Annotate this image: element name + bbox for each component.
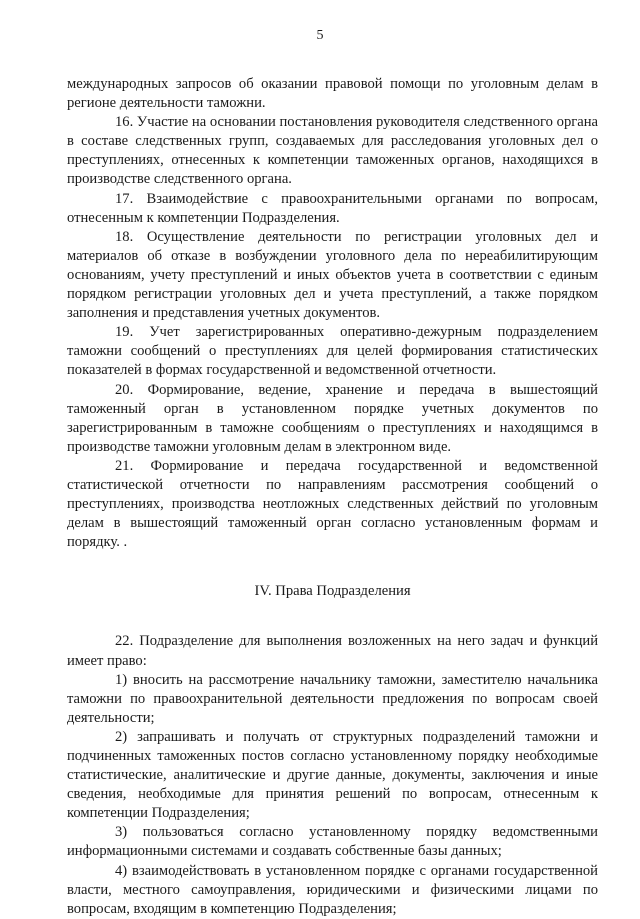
paragraph-21: 21. Формирование и передача государственной и ведомственной статистической отчетности по направлениям рассмотрения сообщений о преступлениях, производства неотложных следственных действий по уголовным делам в вышестоящий таможенный орган согласно установленным формам и порядку. .: [67, 457, 598, 551]
list-item-2: 2) запрашивать и получать от структурных подразделений таможни и подчиненных таможенных постов согласно установленному порядку необходимые статистические, аналитические и другие данные, документы, заключения и иные сведения, необходимые для принятия решений по вопросам, отнесенным к компетенции Подразделения;: [67, 728, 598, 822]
paragraph-17: 17. Взаимодействие с правоохранительными органами по вопросам, отнесенным к компетенции Подразделения.: [67, 190, 598, 226]
page-number: 5: [316, 28, 324, 43]
paragraph-18: 18. Осуществление деятельности по регистрации уголовных дел и материалов об отказе в возбуждении уголовного дела по нереабилитирующим основаниям, учету преступлений и иных объектов учета в соответствии с единым порядком регистрации уголовных дел и учета преступлений, а также порядком заполнения и представления учетных документов.: [67, 228, 598, 322]
paragraph-22: 22. Подразделение для выполнения возложенных на него задач и функций имеет право:: [67, 633, 598, 669]
list-item-4: 4) взаимодействовать в установленном порядке с органами государственной власти, местного самоуправления, юридическими и физическими лицами по вопросам, входящим в компетенцию Подразделения;: [67, 862, 598, 917]
paragraph: международных запросов об оказании правовой помощи по уголовным делам в регионе деятельности таможни.: [67, 76, 598, 112]
paragraph-19: 19. Учет зарегистрированных оперативно-дежурным подразделением таможни сообщений о преступлениях для целей формирования статистических показателей в формах государственной и ведомственной отчетности.: [67, 324, 598, 379]
paragraph-16: 16. Участие на основании постановления руководителя следственного органа в составе следственных групп, создаваемых для расследования уголовных дел о преступлениях, отнесенных к компетенции таможенных органов, находящихся в производстве следственного органа.: [67, 114, 598, 188]
section-heading: IV. Права Подразделения: [254, 583, 411, 600]
list-item-1: 1) вносить на рассмотрение начальнику таможни, заместителю начальника таможни по правоохранительной деятельности предложения по вопросам своей деятельности;: [67, 671, 598, 726]
list-item-3: 3) пользоваться согласно установленному порядку ведомственными информационными системами и создавать собственные базы данных;: [67, 824, 598, 860]
paragraph-20: 20. Формирование, ведение, хранение и передача в вышестоящий таможенный орган в установленном порядке учетных документов по зарегистрированным в таможне сообщениям о преступлениях и находящимся в производстве таможни уголовным делам в электронном виде.: [67, 381, 598, 455]
document-body: [67, 75, 598, 919]
